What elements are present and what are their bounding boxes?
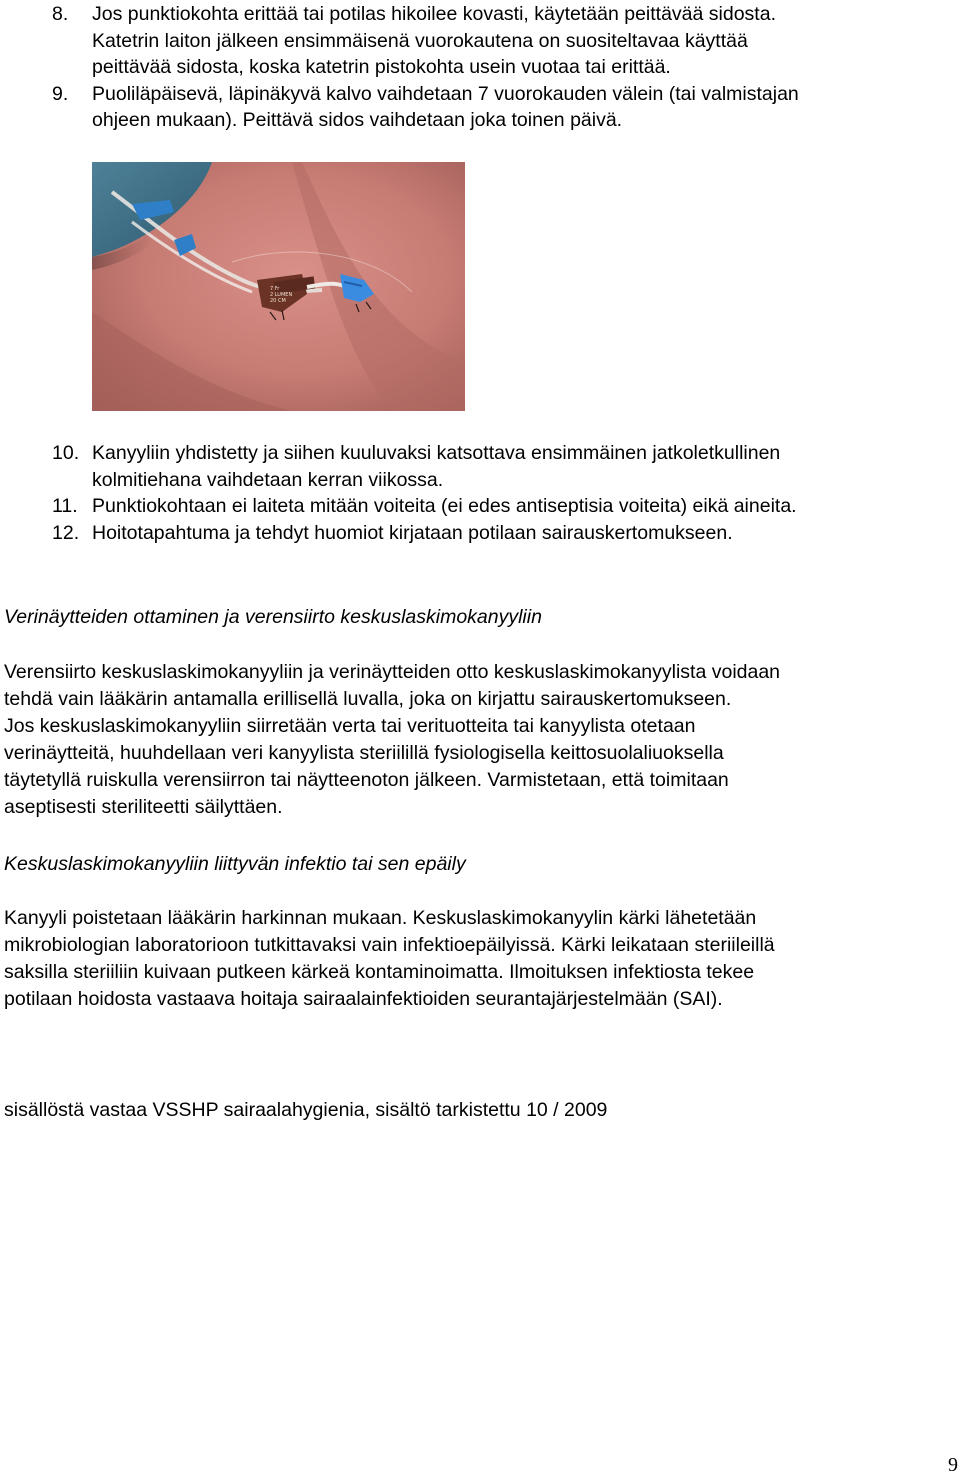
page-number: 9 xyxy=(948,1454,958,1476)
catheter-label-line: 2 LUMEN xyxy=(270,292,293,298)
paragraph-line: mikrobiologian laboratorioon tutkittavaksi vain infektioepäilyissä. Kärki leikataan steriileillä xyxy=(4,934,775,956)
list-item-line: Jos punktiokohta erittää tai potilas hikoilee kovasti, käytetään peittävää sidosta. xyxy=(92,3,776,25)
paragraph-line: Jos keskuslaskimokanyyliin siirretään verta tai verituotteita tai kanyylista otetaan xyxy=(4,715,696,737)
list-item-12 xyxy=(0,520,960,547)
list-number: 9. xyxy=(52,82,69,105)
list-number: 10. xyxy=(52,442,80,464)
catheter-label-line: 7 Fr xyxy=(270,286,280,292)
paragraph-line: potilaan hoidosta vastaava hoitaja sairaalainfektioiden seurantajärjestelmään (SAI). xyxy=(4,988,723,1010)
list-item-11 xyxy=(0,493,960,520)
list-number: 11. xyxy=(52,495,78,517)
paragraph-line: Kanyyli poistetaan lääkärin harkinnan mukaan. Keskuslaskimokanyylin kärki lähetetään xyxy=(4,907,757,929)
list-item-line: kolmitiehana vaihdetaan kerran viikossa. xyxy=(92,468,444,491)
instruction-list-upper xyxy=(0,1,960,134)
list-item-line: Punktiokohtaan ei laiteta mitään voiteita (ei edes antiseptisia voiteita) eikä aineita. xyxy=(92,495,797,517)
paragraph-line: saksilla steriiliin kuivaan putkeen kärkeä kontaminoimatta. Ilmoituksen infektiosta tekee xyxy=(4,961,755,983)
list-item-9 xyxy=(0,81,960,134)
section-paragraph-infection xyxy=(4,905,954,1013)
section-heading-transfusion: Verinäytteiden ottaminen ja verensiirto keskuslaskimokanyyliin xyxy=(4,606,542,628)
list-item-line: Puoliläpäisevä, läpinäkyvä kalvo vaihdetaan 7 vuorokauden välein (tai valmistajan xyxy=(92,82,799,105)
list-item-line: Kanyyliin yhdistetty ja siihen kuuluvaksi katsottava ensimmäinen jatkoletkullinen xyxy=(92,442,781,464)
paragraph-line: aseptisesti steriliteetti säilyttäen. xyxy=(4,796,283,818)
paragraph-line: verinäytteitä, huuhdellaan veri kanyylista steriilillä fysiologisella keittosuolaliuoksella xyxy=(4,742,724,764)
list-number: 8. xyxy=(52,3,69,25)
section-heading-infection: Keskuslaskimokanyyliin liittyvän infektio tai sen epäily xyxy=(4,853,466,875)
list-item-line: ohjeen mukaan). Peittävä sidos vaihdetaan joka toinen päivä. xyxy=(92,109,623,131)
section-paragraph-transfusion xyxy=(4,659,954,821)
footer-note: sisällöstä vastaa VSSHP sairaalahygienia, sisältö tarkistettu 10 / 2009 xyxy=(4,1099,608,1121)
instruction-list-lower xyxy=(0,440,960,546)
list-item-line: Hoitotapahtuma ja tehdyt huomiot kirjataan potilaan sairauskertomukseen. xyxy=(92,521,733,544)
catheter-site-photo xyxy=(92,162,465,411)
list-number: 12. xyxy=(52,521,80,544)
list-item-line: Katetrin laiton jälkeen ensimmäisenä vuorokautena on suositeltavaa käyttää xyxy=(92,29,748,52)
paragraph-line: täytetyllä ruiskulla verensiirron tai näytteenoton jälkeen. Varmistetaan, että toimitaan xyxy=(4,769,729,791)
list-item-10 xyxy=(0,440,960,493)
list-item-8 xyxy=(0,1,960,81)
list-item-line: peittävää sidosta, koska katetrin pistokohta usein vuotaa tai erittää. xyxy=(92,56,671,78)
paragraph-line: tehdä vain lääkärin antamalla erillisellä luvalla, joka on kirjattu sairauskertomukseen. xyxy=(4,688,732,710)
paragraph-line: Verensiirto keskuslaskimokanyyliin ja verinäytteiden otto keskuslaskimokanyylista voidaan xyxy=(4,661,781,683)
catheter-label-line: 20 CM xyxy=(270,298,286,304)
